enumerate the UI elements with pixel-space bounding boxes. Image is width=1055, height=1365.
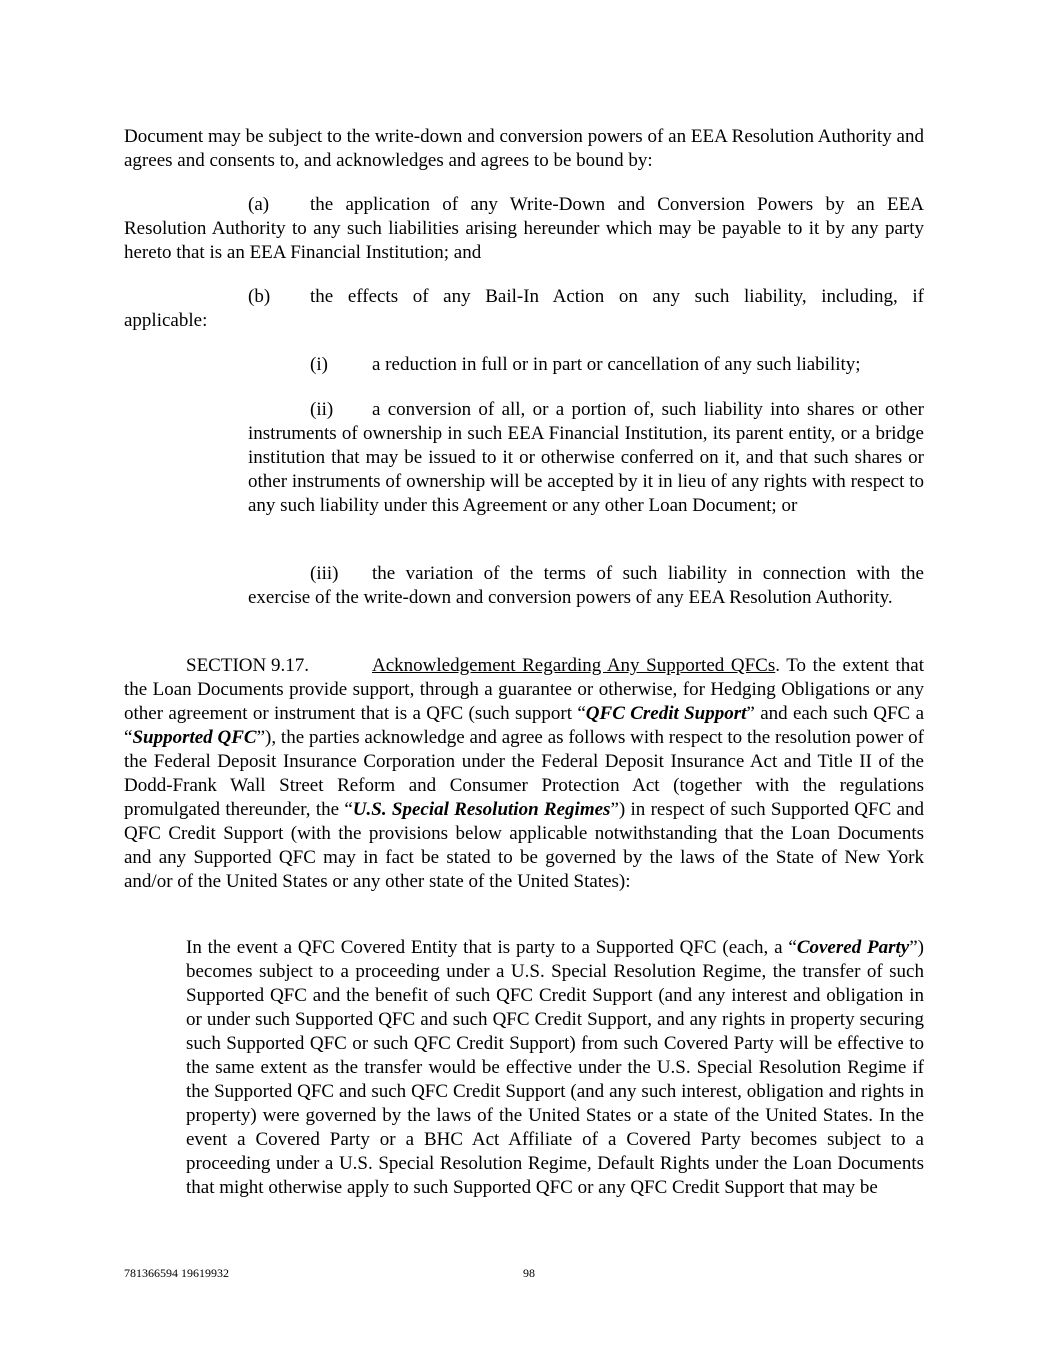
footer-doc-id: 781366594 19619932 (124, 1266, 229, 1280)
defined-term-us-special-resolution-regimes: U.S. Special Resolution Regimes (352, 799, 611, 820)
clause-b-continuation: applicable: (124, 310, 208, 331)
qfc-text-2: ”) becomes subject to a proceeding under a U.S. Special Resolution Regime, the transfer of such Supported QFC and the benefit of such QFC Credit Support (and any interest and obligation in or under such Supported QFC and such QFC Credit Support, and any rights in property securing such Supported QFC or such QFC Credit Support) from such Covered Party will be effective to the same extent as the transfer would be effective under the U.S. Special Resolution Regime if the Supported QFC and such QFC Credit Support (and any such interest, obligation and rights in property) were governed by the laws of the United States or a state of the United States. In the event a Covered Party or a BHC Act Affiliate of a Covered Party becomes subject to a proceeding under a U.S. Special Resolution Regime, Default Rights under the Loan Documents that might otherwise apply to such Supported QFC or any QFC Credit Support that may be (186, 937, 924, 1198)
defined-term-supported-qfc: Supported QFC (132, 727, 257, 748)
defined-term-covered-party: Covered Party (796, 937, 910, 958)
clause-a (124, 193, 924, 265)
clause-b-label: (b) (248, 286, 271, 307)
section-9-17-paragraph (124, 654, 924, 894)
defined-term-qfc-credit-support: QFC Credit Support (585, 703, 747, 724)
footer-page-number: 98 (523, 1266, 535, 1280)
clause-b-text: the effects of any Bail-In Action on any such liability, including, if (310, 286, 924, 307)
section-text-1: . To the extent that the Loan Documents provide support, through a guarantee or otherwise, for Hedging Obligations or any other agreement or instrument that is a QFC (such support “ (124, 655, 925, 724)
clause-ii-text: a conversion of all, or a portion of, such liability into shares or other instruments of ownership in such EEA Financial Institution, its parent entity, or a bridge institution that may be issued to it or otherwise conferred on it, and that such shares or other instruments of ownership will be accepted by it in lieu of any rights with respect to any such liability under this Agreement or any other Loan Document; or (248, 399, 924, 516)
clause-i-text: a reduction in full or in part or cancellation of any such liability; (372, 354, 861, 375)
clause-ii (248, 398, 924, 518)
covered-party-paragraph (186, 936, 924, 1200)
section-text-3: ”), the parties acknowledge and agree as follows with respect to the resolution power of the Federal Deposit Insurance Corporation under the Federal Deposit Insurance Act and Title II of the Dodd-Frank Wall Street Reform and Consumer Protection Act (together with the regulations promulgated thereunder, the “ (124, 727, 924, 820)
clause-a-text: the application of any Write-Down and Conversion Powers by an EEA Resolution Authority to any such liabilities arising hereunder which may be payable to it by any party hereto that is an EEA Financial Institution; and (124, 194, 924, 263)
section-heading: Acknowledgement Regarding Any Supported QFCs (372, 655, 776, 676)
clause-iii-text: the variation of the terms of such liability in connection with the exercise of the write-down and conversion powers of any EEA Resolution Authority. (248, 563, 924, 608)
clause-i (248, 353, 924, 377)
section-number: SECTION 9.17. (186, 655, 309, 676)
clause-iii-label: (iii) (310, 563, 339, 584)
clause-b (248, 285, 924, 309)
section-text-4: ”) in respect of such Supported QFC and QFC Credit Support (with the provisions below applicable notwithstanding that the Loan Documents and any Supported QFC may in fact be stated to be governed by the laws of the State of New York and/or of the United States or any other state of the United States): (124, 799, 924, 892)
intro-paragraph: Document may be subject to the write-down and conversion powers of an EEA Resolution Authority and agrees and consents to, and acknowledges and agrees to be bound by: (124, 126, 924, 171)
section-text-2: ” and each such QFC a “ (124, 703, 925, 748)
clause-iii (248, 562, 924, 610)
clause-i-label: (i) (310, 354, 328, 375)
clause-ii-label: (ii) (310, 399, 334, 420)
clause-a-label: (a) (248, 194, 270, 215)
qfc-text-1: In the event a QFC Covered Entity that is party to a Supported QFC (each, a “ (186, 937, 797, 958)
